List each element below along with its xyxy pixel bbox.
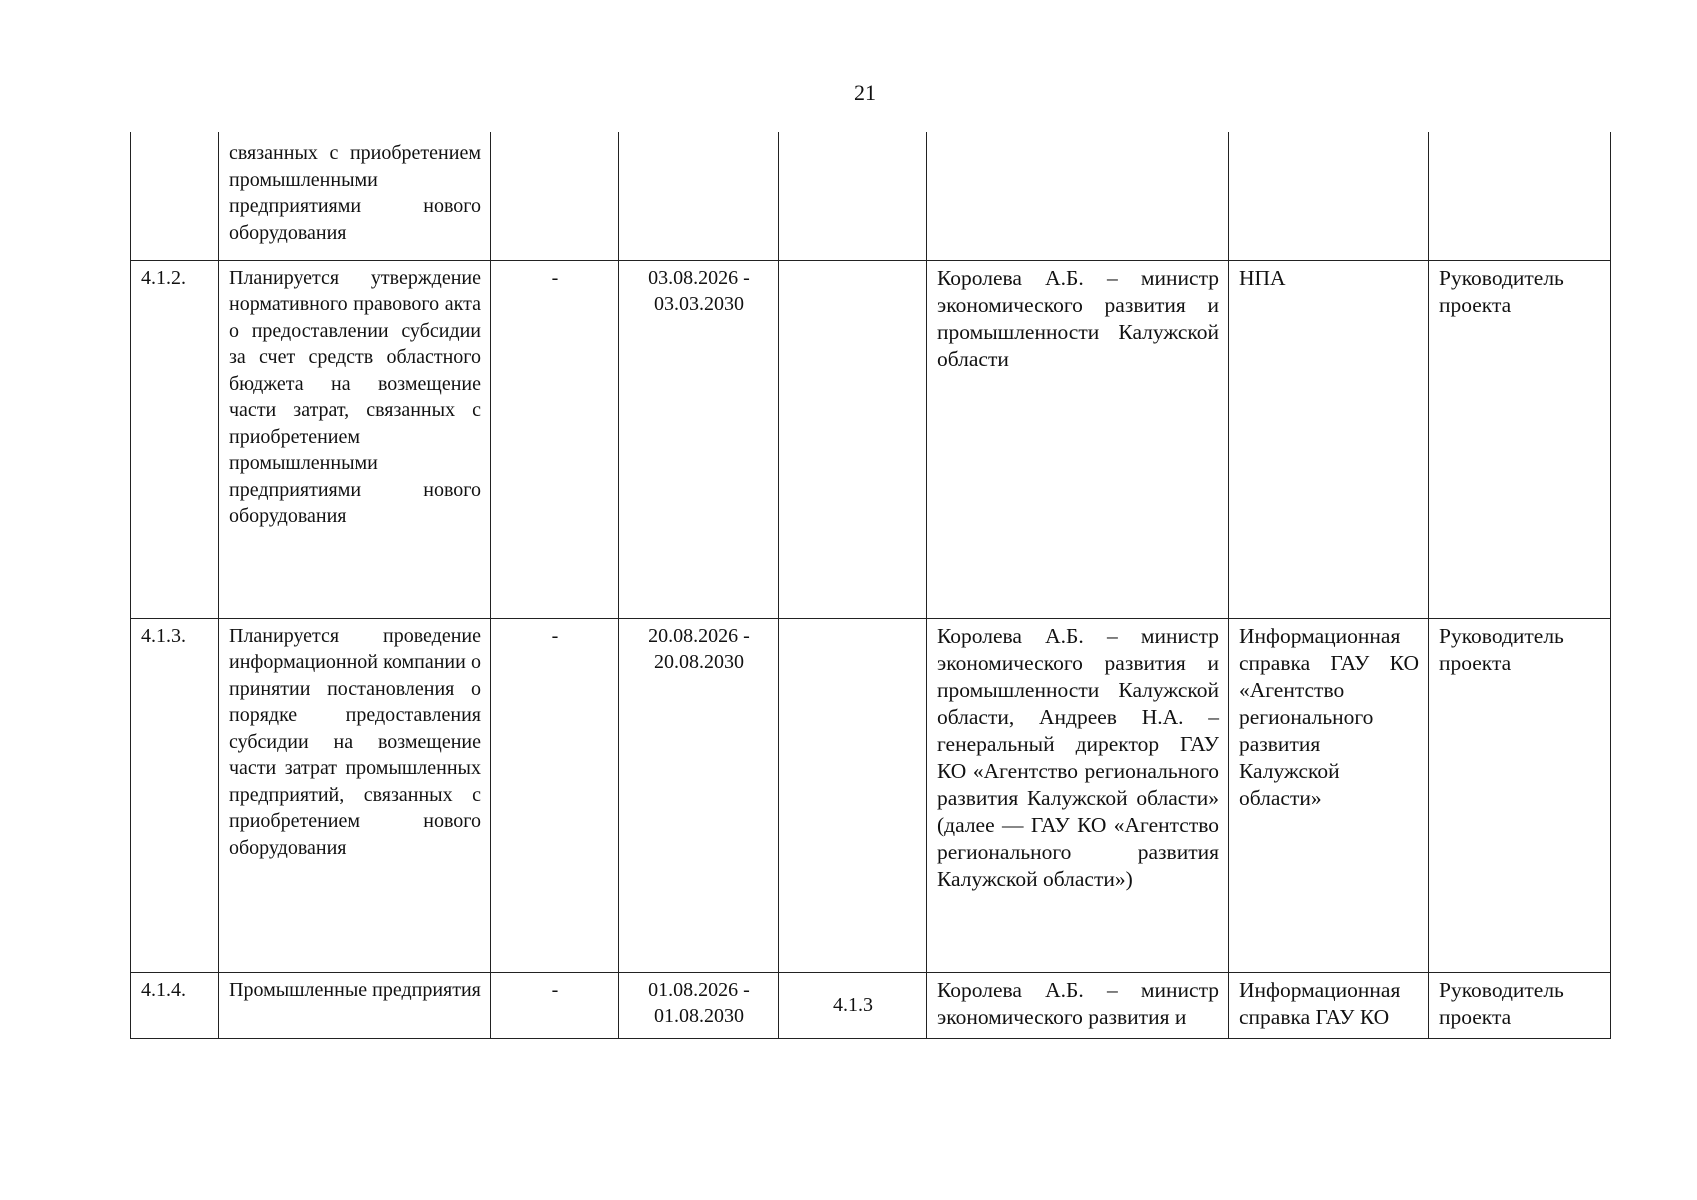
cell-approver (1429, 132, 1611, 260)
cell-num (131, 132, 219, 260)
cell-period (619, 132, 779, 260)
cell-num: 4.1.3. (131, 618, 219, 972)
cell-result-document (1229, 132, 1429, 260)
cell-period: 20.08.2026 - 20.08.2030 (619, 618, 779, 972)
cell-approver: Руководитель проекта (1429, 972, 1611, 1038)
cell-responsible: Королева А.Б. – министр экономического развития и промышленности Калужской области, Андреев Н.А. – генеральный директор ГАУ КО «Агентство регионального развития Калужской области» (далее — ГАУ КО «Агентство регионального развития Калужской области») (927, 618, 1229, 972)
cell-description: связанных с приобретением промышленными предприятиями нового оборудования (219, 132, 491, 260)
cell-result-document: Информационная справка ГАУ КО «Агентство регионального развития Калужской области» (1229, 618, 1429, 972)
cell-value: - (491, 972, 619, 1038)
cell-dependency (779, 132, 927, 260)
cell-description: Промышленные предприятия (219, 972, 491, 1038)
cell-value: - (491, 618, 619, 972)
table-row (131, 618, 1611, 972)
cell-responsible: Королева А.Б. – министр экономического развития и (927, 972, 1229, 1038)
cell-responsible: Королева А.Б. – министр экономического развития и промышленности Калужской области (927, 260, 1229, 618)
cell-description: Планируется проведение информационной компании о принятии постановления о порядке предоставления субсидии на возмещение части затрат промышленных предприятий, связанных с приобретением нового оборудования (219, 618, 491, 972)
table-row-continuation (131, 132, 1611, 260)
cell-dependency (779, 260, 927, 618)
cell-period: 01.08.2026 - 01.08.2030 (619, 972, 779, 1038)
cell-approver: Руководитель проекта (1429, 260, 1611, 618)
cell-dependency (779, 618, 927, 972)
cell-num: 4.1.4. (131, 972, 219, 1038)
cell-description: Планируется утверждение нормативного правового акта о предоставлении субсидии за счет средств областного бюджета на возмещение части затрат, связанных с приобретением промышленными предприятиями нового оборудования (219, 260, 491, 618)
page-number: 21 (854, 80, 876, 105)
cell-result-document: НПА (1229, 260, 1429, 618)
cell-responsible (927, 132, 1229, 260)
cell-value: - (491, 260, 619, 618)
cell-num: 4.1.2. (131, 260, 219, 618)
table-row (131, 260, 1611, 618)
cell-approver: Руководитель проекта (1429, 618, 1611, 972)
cell-result-document: Информационная справка ГАУ КО (1229, 972, 1429, 1038)
cell-period: 03.08.2026 - 03.03.2030 (619, 260, 779, 618)
cell-dependency: 4.1.3 (779, 972, 927, 1038)
cell-value (491, 132, 619, 260)
project-plan-table (130, 132, 1611, 1039)
table-row (131, 972, 1611, 1038)
